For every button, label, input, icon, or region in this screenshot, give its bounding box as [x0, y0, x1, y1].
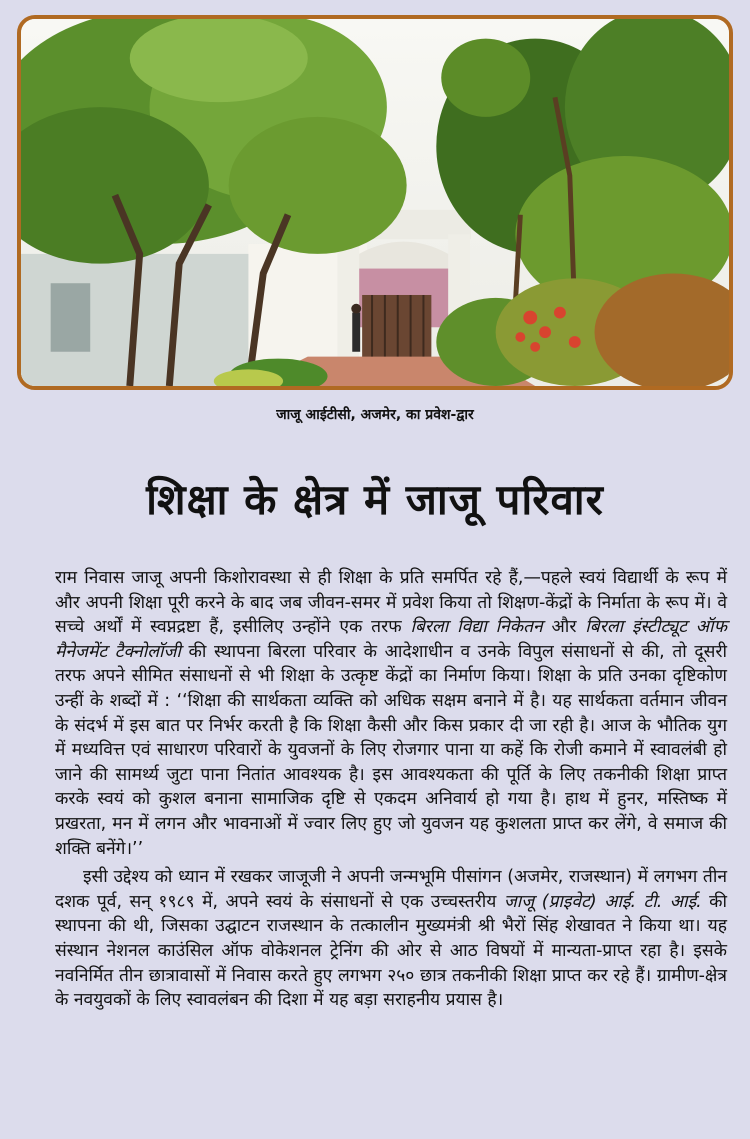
paragraph-text: की स्थापना की थी, जिसका उद्घाटन राजस्थान के तत्कालीन मुख्यमंत्री श्री भैरों सिंह शेखावत ने किया था। यह संस्थान नेशनल काउंसिल ऑफ वोकेशनल ट्रेनिंग की ओर से आठ विषयों में मान्यता-प्राप्त रहा है। इसके नवनिर्मित तीन छात्रावासों में निवास करते हुए लगभग २५० छात्र तकनीकी शिक्षा प्राप्त कर रहे हैं। ग्रामीण-क्षेत्र के नवयुवकों के लिए स्वावलंबन की दिशा में यह बड़ा सराहनीय प्रयास है। — [55, 891, 728, 1011]
article-paragraph-2 — [55, 865, 727, 1013]
article-body — [55, 566, 727, 1013]
article-headline: शिक्षा के क्षेत्र में जाजू परिवार — [146, 475, 604, 524]
article-paragraph-1 — [55, 566, 727, 861]
paragraph-text: राम निवास जाजू अपनी किशोरावस्था से ही शिक्षा के प्रति समर्पित रहे हैं,—पहले स्वयं विद्यार्थी के रूप में और अपनी शिक्षा पूरी करने के बाद जब जीवन-समर में प्रवेश किया तो शिक्षण-केंद्रों के निर्माता के रूप में। वे सच्चे अर्थों में स्वप्नद्रष्टा हैं, इसीलिए उन्होंने एक तरफ — [55, 568, 727, 638]
paragraph-text: और — [542, 617, 586, 638]
institution-name: जाजू (प्राइवेट) आई. टी. आई. — [503, 891, 702, 912]
paragraph-text: की स्थापना बिरला परिवार के आदेशाधीन व उनके विपुल संसाधनों से की, तो दूसरी तरफ अपने सीमित संसाधनों से भी शिक्षा के उत्कृष्ट केंद्रों का निर्माण किया। शिक्षा के प्रति उनका दृष्टिकोण उन्हीं के शब्दों में : ‘‘शिक्षा की सार्थकता व्यक्ति को अधिक सक्षम बनाने में है। यह सार्थकता वर्तमान जीवन के संदर्भ में इस बात पर निर्भर करती है कि शिक्षा कैसी और किस प्रकार दी जा रही है। आज के भौतिक युग में मध्यवित्त एवं साधारण परिवारों के युवजनों के लिए रोजगार पाना या कहें कि रोजी कमाने में स्वावलंबी हो जाने की सामर्थ्य जुटा पाना नितांत आवश्यक है। इस आवश्यकता की पूर्ति के लिए तकनीकी शिक्षा प्राप्त करके स्वयं को कुशल बनाना सामाजिक दृष्टि से एकदम अनिवार्य हो गया है। हाथ में हुनर, मस्तिष्क में प्रखरता, मन में लगन और भावनाओं में ज्वार लिए हुए जो युवजन यह कुशलता प्राप्त कर लेंगे, वे समाज की शक्ति बनेंगे।’’ — [55, 641, 727, 859]
institution-name: बिरला इंस्टीट्यूट ऑफ मैनेजमेंट टैक्नोलॉजी — [55, 617, 727, 662]
paragraph-text: इसी उद्देश्य को ध्यान में रखकर जाजूजी ने अपनी जन्मभूमि पीसांगन (अजमेर, राजस्थान) में लगभग तीन दशक पूर्व, सन् १९८९ में, अपने स्वयं के संसाधनों से एक उच्चस्तरीय — [55, 867, 727, 912]
institution-name: बिरला विद्या निकेतन — [410, 617, 543, 638]
photo-caption: जाजू आईटीसी, अजमेर, का प्रवेश-द्वार — [276, 407, 474, 423]
entrance-photo — [17, 15, 733, 390]
gate-photo-icon — [21, 19, 729, 386]
